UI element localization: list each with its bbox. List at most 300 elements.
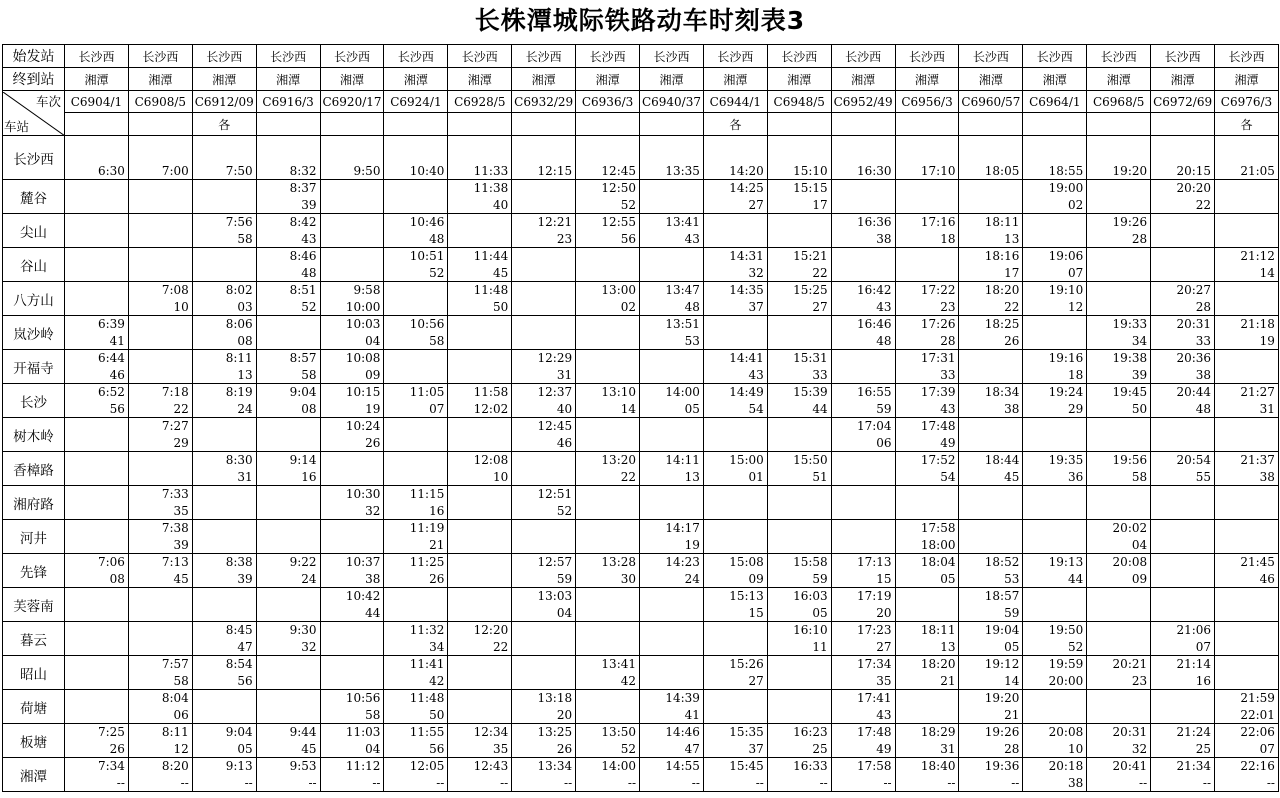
time-cell — [512, 486, 576, 520]
time-cell — [640, 350, 704, 384]
departure-time: 26 — [556, 742, 573, 756]
station-row — [3, 622, 1279, 656]
time-cell — [895, 248, 959, 282]
departure-time: 59 — [876, 402, 892, 416]
arrival-time: 14:00 — [665, 385, 700, 399]
time-cell — [256, 588, 320, 622]
departure-time: 58 — [1131, 470, 1148, 484]
time-cell — [512, 316, 576, 350]
arrival-time: 13:10 — [601, 385, 637, 399]
arrival-time: 20:08 — [1048, 725, 1084, 739]
departure-time: 22:01 — [1240, 708, 1275, 722]
time-cell — [767, 656, 831, 690]
time-cell — [703, 350, 767, 384]
departure-time: -- — [116, 776, 125, 790]
time-cell — [831, 282, 895, 316]
time-cell — [448, 622, 512, 656]
arrival-time: 7:06 — [97, 555, 125, 569]
time-cell — [1087, 214, 1151, 248]
departure-time: -- — [436, 776, 445, 790]
time-cell — [384, 282, 448, 316]
arrival-time: 16:42 — [856, 283, 892, 297]
time-cell — [1023, 554, 1087, 588]
time-cell — [65, 282, 129, 316]
departure-time: 33 — [812, 368, 828, 382]
departure-time: 24 — [684, 572, 700, 586]
station-row — [3, 520, 1279, 554]
time-cell — [767, 418, 831, 452]
train-number-cell: C6912/09 — [192, 91, 256, 113]
arrival-time: 14:00 — [601, 759, 637, 773]
departure-time: -- — [755, 776, 764, 790]
departure-time: 54 — [748, 402, 764, 416]
time-cell — [959, 248, 1023, 282]
departure-time: 48 — [301, 266, 317, 280]
time-cell — [320, 136, 384, 180]
departure-time: 25 — [1195, 742, 1212, 756]
departure-time: 20 — [876, 606, 892, 620]
time-cell — [192, 588, 256, 622]
time-cell — [512, 452, 576, 486]
station-name: 湘府路 — [3, 486, 65, 520]
arrival-time: 8:51 — [289, 283, 317, 297]
origin-cell: 长沙西 — [640, 45, 704, 68]
time-cell — [448, 248, 512, 282]
departure-time: 53 — [1004, 572, 1020, 586]
time-cell — [256, 350, 320, 384]
time-cell — [512, 520, 576, 554]
departure-time: -- — [500, 776, 509, 790]
departure-time: 49 — [940, 436, 956, 450]
departure-time: 09 — [1131, 572, 1148, 586]
time-cell — [192, 452, 256, 486]
departure-time: 10 — [492, 470, 509, 484]
arrival-time: 10:03 — [345, 317, 381, 331]
departure-time: -- — [627, 776, 637, 790]
origin-cell: 长沙西 — [128, 45, 192, 68]
arrival-time: 22:16 — [1240, 759, 1275, 773]
time-cell — [384, 724, 448, 758]
time-cell — [128, 248, 192, 282]
departure-time: 22 — [1195, 198, 1212, 212]
arrival-time: 19:36 — [984, 759, 1020, 773]
time-cell — [895, 486, 959, 520]
origin-cell: 长沙西 — [320, 45, 384, 68]
arrival-time: 13:20 — [601, 453, 637, 467]
time-cell — [192, 724, 256, 758]
time-cell — [959, 520, 1023, 554]
arrival-time: 10:46 — [409, 215, 445, 229]
arrival-time: 10:51 — [409, 249, 445, 263]
time-cell — [128, 180, 192, 214]
train-number-cell: C6932/29 — [512, 91, 576, 113]
time-cell — [192, 690, 256, 724]
arrival-time: 6:39 — [97, 317, 125, 331]
time-cell — [1087, 520, 1151, 554]
time-cell — [1215, 214, 1279, 248]
station-row — [3, 384, 1279, 418]
departure-time: 31 — [237, 470, 253, 484]
time-cell — [512, 282, 576, 316]
arrival-time: 11:15 — [409, 487, 445, 501]
time-cell — [256, 520, 320, 554]
departure-time: 15 — [748, 606, 764, 620]
time-cell — [1215, 452, 1279, 486]
time-cell — [831, 554, 895, 588]
stop-note-cell — [320, 113, 384, 136]
arrival-time: 18:25 — [984, 317, 1020, 331]
time-cell — [1151, 758, 1215, 792]
arrival-time: 16:55 — [856, 385, 892, 399]
time-cell — [448, 282, 512, 316]
time-cell — [767, 214, 831, 248]
time-cell — [512, 384, 576, 418]
time-cell — [831, 452, 895, 486]
departure-time: 26 — [365, 436, 381, 450]
time-cell — [256, 690, 320, 724]
time-cell — [1023, 214, 1087, 248]
arrival-time: 20:41 — [1112, 759, 1148, 773]
arrival-time: 11:41 — [409, 657, 445, 671]
time-cell — [128, 622, 192, 656]
origin-cell: 长沙西 — [831, 45, 895, 68]
departure-time: 52 — [429, 266, 445, 280]
time-cell — [320, 520, 384, 554]
arrival-time: 21:37 — [1240, 453, 1275, 467]
arrival-time: 17:23 — [856, 623, 892, 637]
arrival-time: 18:29 — [920, 725, 956, 739]
arrival-time: 12:34 — [473, 725, 509, 739]
arrival-time: 21:14 — [1176, 657, 1212, 671]
departure-time: 33 — [1195, 334, 1212, 348]
time-cell — [512, 350, 576, 384]
time-cell — [128, 316, 192, 350]
time-cell — [831, 316, 895, 350]
time-cell — [640, 758, 704, 792]
station-name: 长沙 — [3, 384, 65, 418]
time-cell — [384, 588, 448, 622]
time-cell — [384, 180, 448, 214]
time-cell — [1215, 622, 1279, 656]
time-cell — [767, 452, 831, 486]
time-cell — [1151, 486, 1215, 520]
time-cell — [256, 554, 320, 588]
time-cell — [1215, 282, 1279, 316]
departure-time: 59 — [1004, 606, 1020, 620]
arrival-time: 7:33 — [161, 487, 189, 501]
origin-cell: 长沙西 — [512, 45, 576, 68]
train-number-label: 车次 — [35, 93, 61, 109]
time-cell — [576, 486, 640, 520]
arrival-time: 20:44 — [1176, 385, 1212, 399]
arrival-time: 13:51 — [665, 317, 700, 331]
departure-time: 28 — [1195, 300, 1212, 314]
stop-note-cell — [128, 113, 192, 136]
time-cell — [767, 316, 831, 350]
departure-time: 43 — [876, 708, 892, 722]
arrival-time: 7:56 — [225, 215, 253, 229]
time-cell — [895, 214, 959, 248]
time-cell — [1087, 656, 1151, 690]
arrival-time: 16:03 — [793, 589, 828, 603]
arrival-time: 20:15 — [1176, 164, 1212, 178]
arrival-time: 12:55 — [601, 215, 637, 229]
arrival-time: 13:41 — [601, 657, 637, 671]
time-cell — [65, 180, 129, 214]
time-cell — [767, 520, 831, 554]
time-cell — [384, 520, 448, 554]
arrival-time: 17:16 — [920, 215, 956, 229]
departure-time: -- — [883, 776, 892, 790]
time-cell — [1087, 588, 1151, 622]
time-cell — [640, 554, 704, 588]
departure-time: 20:00 — [1048, 674, 1084, 688]
time-cell — [320, 622, 384, 656]
time-cell — [831, 724, 895, 758]
departure-time: 14 — [620, 402, 637, 416]
train-number-row — [3, 91, 1279, 113]
time-cell — [767, 724, 831, 758]
time-cell — [959, 316, 1023, 350]
departure-time: 54 — [940, 470, 956, 484]
arrival-time: 17:39 — [920, 385, 956, 399]
train-number-cell: C6904/1 — [65, 91, 129, 113]
time-cell — [895, 180, 959, 214]
terminal-cell: 湘潭 — [320, 68, 384, 91]
time-cell — [640, 316, 704, 350]
departure-time: 24 — [237, 402, 253, 416]
time-cell — [831, 214, 895, 248]
time-cell — [1023, 724, 1087, 758]
arrival-time: 12:57 — [537, 555, 573, 569]
arrival-time: 17:31 — [920, 351, 956, 365]
departure-time: 50 — [492, 300, 509, 314]
arrival-time: 10:56 — [345, 691, 381, 705]
time-cell — [1151, 588, 1215, 622]
time-cell — [959, 418, 1023, 452]
departure-time: 12:02 — [473, 402, 509, 416]
time-cell — [831, 622, 895, 656]
departure-time: 15 — [876, 572, 892, 586]
departure-time: 56 — [429, 742, 445, 756]
time-cell — [959, 282, 1023, 316]
departure-time: 48 — [1195, 402, 1212, 416]
departure-time: 04 — [556, 606, 573, 620]
arrival-time: 21:18 — [1240, 317, 1275, 331]
time-cell — [1215, 418, 1279, 452]
arrival-time: 13:28 — [601, 555, 637, 569]
arrival-time: 11:55 — [409, 725, 445, 739]
arrival-time: 21:24 — [1176, 725, 1212, 739]
time-cell — [959, 452, 1023, 486]
arrival-time: 6:30 — [97, 164, 125, 178]
time-cell — [576, 384, 640, 418]
time-cell — [640, 248, 704, 282]
train-number-cell: C6960/57 — [959, 91, 1023, 113]
departure-time: 04 — [365, 334, 381, 348]
time-cell — [384, 622, 448, 656]
time-cell — [65, 136, 129, 180]
arrival-time: 14:25 — [729, 181, 764, 195]
time-cell — [959, 554, 1023, 588]
origin-label: 始发站 — [3, 45, 65, 68]
time-cell — [128, 758, 192, 792]
time-cell — [1023, 758, 1087, 792]
arrival-time: 16:33 — [793, 759, 828, 773]
departure-time: 21 — [429, 538, 445, 552]
departure-time: -- — [691, 776, 700, 790]
station-row — [3, 690, 1279, 724]
departure-time: 08 — [301, 402, 317, 416]
departure-time: 38 — [876, 232, 892, 246]
arrival-time: 8:20 — [161, 759, 189, 773]
arrival-time: 10:15 — [345, 385, 381, 399]
origin-cell: 长沙西 — [65, 45, 129, 68]
departure-time: 31 — [556, 368, 573, 382]
arrival-time: 19:38 — [1112, 351, 1148, 365]
arrival-time: 12:15 — [537, 164, 573, 178]
departure-time: 40 — [492, 198, 509, 212]
arrival-time: 20:54 — [1176, 453, 1212, 467]
time-cell — [65, 452, 129, 486]
stop-note-cell: 各 — [1215, 113, 1279, 136]
time-cell — [1087, 554, 1151, 588]
arrival-time: 13:35 — [665, 164, 700, 178]
origin-cell: 长沙西 — [1215, 45, 1279, 68]
time-cell — [320, 588, 384, 622]
time-cell — [192, 520, 256, 554]
time-cell — [959, 486, 1023, 520]
departure-time: 43 — [748, 368, 764, 382]
arrival-time: 20:27 — [1176, 283, 1212, 297]
departure-time: 13 — [1004, 232, 1020, 246]
time-cell — [895, 690, 959, 724]
time-cell — [512, 758, 576, 792]
time-cell — [192, 248, 256, 282]
time-cell — [384, 136, 448, 180]
time-cell — [703, 622, 767, 656]
time-cell — [895, 588, 959, 622]
time-cell — [640, 418, 704, 452]
time-cell — [65, 690, 129, 724]
departure-time: 49 — [876, 742, 892, 756]
departure-time: -- — [372, 776, 381, 790]
departure-time: 45 — [492, 266, 509, 280]
terminal-cell: 湘潭 — [1087, 68, 1151, 91]
arrival-time: 7:25 — [97, 725, 125, 739]
arrival-time: 8:30 — [225, 453, 253, 467]
arrival-time: 15:21 — [793, 249, 828, 263]
terminal-row — [3, 68, 1279, 91]
time-cell — [1215, 248, 1279, 282]
arrival-time: 15:26 — [729, 657, 764, 671]
departure-time: 34 — [429, 640, 445, 654]
departure-time: 33 — [940, 368, 956, 382]
time-cell — [703, 758, 767, 792]
arrival-time: 17:26 — [920, 317, 956, 331]
terminal-cell: 湘潭 — [512, 68, 576, 91]
departure-time: -- — [1202, 776, 1212, 790]
time-cell — [448, 452, 512, 486]
origin-row — [3, 45, 1279, 68]
time-cell — [1087, 418, 1151, 452]
origin-cell: 长沙西 — [448, 45, 512, 68]
time-cell — [831, 588, 895, 622]
departure-time: 41 — [684, 708, 700, 722]
departure-time: 58 — [365, 708, 381, 722]
time-cell — [384, 554, 448, 588]
time-cell — [576, 136, 640, 180]
time-cell — [576, 758, 640, 792]
departure-time: 34 — [1131, 334, 1148, 348]
arrival-time: 15:15 — [793, 181, 828, 195]
arrival-time: 10:56 — [409, 317, 445, 331]
time-cell — [256, 136, 320, 180]
time-cell — [1087, 180, 1151, 214]
departure-time: 04 — [365, 742, 381, 756]
page-title: 长株潭城际铁路动车时刻表3 — [474, 6, 806, 35]
time-cell — [128, 214, 192, 248]
terminal-cell: 湘潭 — [1151, 68, 1215, 91]
departure-time: 16 — [301, 470, 317, 484]
time-cell — [576, 452, 640, 486]
arrival-time: 20:20 — [1176, 181, 1212, 195]
time-cell — [703, 248, 767, 282]
departure-time: 08 — [109, 572, 125, 586]
arrival-time: 19:00 — [1048, 181, 1084, 195]
time-cell — [256, 758, 320, 792]
terminal-cell: 湘潭 — [256, 68, 320, 91]
station-name: 树木岭 — [3, 418, 65, 452]
arrival-time: 21:05 — [1240, 164, 1275, 178]
terminal-cell: 湘潭 — [640, 68, 704, 91]
time-cell — [640, 724, 704, 758]
time-cell — [1087, 724, 1151, 758]
time-cell — [320, 554, 384, 588]
arrival-time: 16:36 — [856, 215, 892, 229]
arrival-time: 9:22 — [289, 555, 317, 569]
time-cell — [320, 418, 384, 452]
departure-time: -- — [564, 776, 573, 790]
time-cell — [576, 588, 640, 622]
time-cell — [320, 180, 384, 214]
time-cell — [1151, 452, 1215, 486]
stop-note-cell — [831, 113, 895, 136]
time-cell — [1151, 622, 1215, 656]
departure-time: 46 — [109, 368, 125, 382]
stop-note-cell — [256, 113, 320, 136]
time-cell — [192, 282, 256, 316]
time-cell — [767, 350, 831, 384]
time-cell — [512, 588, 576, 622]
station-name: 八方山 — [3, 282, 65, 316]
departure-time: 41 — [109, 334, 125, 348]
time-cell — [128, 452, 192, 486]
arrival-time: 12:43 — [473, 759, 509, 773]
origin-cell: 长沙西 — [576, 45, 640, 68]
station-name: 麓谷 — [3, 180, 65, 214]
station-row — [3, 486, 1279, 520]
time-cell — [384, 214, 448, 248]
arrival-time: 14:46 — [665, 725, 700, 739]
departure-time: 04 — [1131, 538, 1148, 552]
departure-time: 48 — [876, 334, 892, 348]
stop-note-cell — [448, 113, 512, 136]
train-number-cell: C6944/1 — [703, 91, 767, 113]
departure-time: 48 — [684, 300, 700, 314]
departure-time: 14 — [1004, 674, 1020, 688]
time-cell — [448, 418, 512, 452]
